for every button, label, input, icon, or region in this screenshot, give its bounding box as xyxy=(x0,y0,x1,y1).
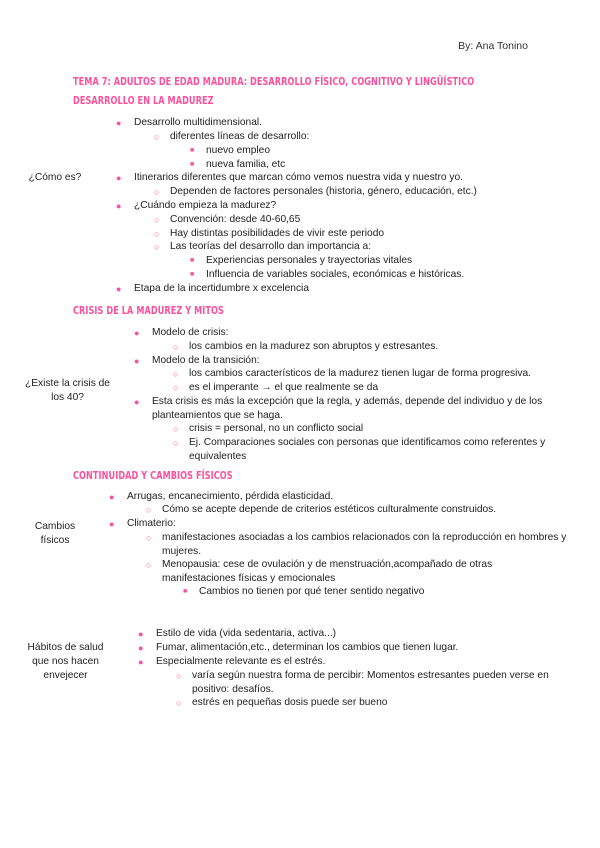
list-item: ○ estrés en pequeñas dosis puede ser bueno xyxy=(176,697,388,708)
list-item: ○ Ej. Comparaciones sociales con personas que identificamos como referentes y equivalentes xyxy=(173,437,546,462)
section-heading-cambios: CONTINUIDAD Y CAMBIOS FÍSICOS xyxy=(73,470,233,482)
square-bullet-icon: ■ xyxy=(190,257,195,264)
list-item: ● Fumar, alimentación,etc., determinan los cambios que tienen lugar. xyxy=(138,642,459,653)
author-line: By: Ana Tonino xyxy=(458,40,528,52)
bullet-icon: ● xyxy=(138,657,144,667)
side-label-cambios-fisicos: Cambios físicos xyxy=(34,521,76,546)
list-item: ● Itinerarios diferentes que marcan cómo vemos nuestra vida y nuestro yo. xyxy=(116,172,463,183)
list-item: ● Esta crisis es más la excepción que la regla, y además, depende del individuo y de los planteamientos que se haga. xyxy=(134,396,543,421)
circle-bullet-icon: ○ xyxy=(154,229,160,239)
bullet-icon: ● xyxy=(134,328,140,338)
side-label-habitos: Hábitos de salud que nos hacen envejecer xyxy=(27,642,104,681)
list-item: ■ Cambios no tienen por qué tener sentido negativo xyxy=(183,586,425,597)
list-item: ● Especialmente relevante es el estrés. xyxy=(138,656,326,667)
circle-bullet-icon: ○ xyxy=(154,215,160,225)
list-item: ○ Las teorías del desarrollo dan importancia a: xyxy=(154,241,372,252)
list-item: ● Climaterio: xyxy=(109,518,176,529)
circle-bullet-icon: ○ xyxy=(173,438,179,448)
bullet-icon: ● xyxy=(109,492,115,502)
bullet-icon: ● xyxy=(116,173,122,183)
bullet-icon: ● xyxy=(109,519,115,529)
list-item: ● Modelo de crisis: xyxy=(134,327,229,338)
list-item: ● Arrugas, encanecimiento, pérdida elasticidad. xyxy=(109,491,334,502)
list-item: ○ diferentes líneas de desarrollo: xyxy=(154,131,310,142)
list-item: ○ crisis = personal, no un conflicto social xyxy=(173,423,364,434)
square-bullet-icon: ■ xyxy=(190,161,195,168)
list-item: ■ Experiencias personales y trayectorias vitales xyxy=(190,255,413,266)
bullet-icon: ● xyxy=(134,356,140,366)
bullet-icon: ● xyxy=(134,397,140,407)
circle-bullet-icon: ○ xyxy=(176,698,182,708)
circle-bullet-icon: ○ xyxy=(146,505,152,515)
square-bullet-icon: ■ xyxy=(190,271,195,278)
circle-bullet-icon: ○ xyxy=(146,560,152,570)
list-item: ■ nuevo empleo xyxy=(190,145,271,156)
bullet-icon: ● xyxy=(138,629,144,639)
circle-bullet-icon: ○ xyxy=(173,424,179,434)
circle-bullet-icon: ○ xyxy=(154,242,160,252)
page-title: TEMA 7: ADULTOS DE EDAD MADURA: DESARROLLO FÍSICO, COGNITIVO Y LINGÜÍSTICO xyxy=(73,76,475,88)
list-item: ○ Convención: desde 40-60,65 xyxy=(154,214,301,225)
circle-bullet-icon: ○ xyxy=(146,533,152,543)
list-item: ○ varía según nuestra forma de percibir: Momentos estresantes pueden verse en positivo: desafíos. xyxy=(176,670,549,695)
list-item: ● Modelo de la transición: xyxy=(134,355,260,366)
bullet-icon: ● xyxy=(116,284,122,294)
bullet-icon: ● xyxy=(116,118,122,128)
list-item: ○ Cómo se acepte depende de criterios estéticos culturalmente construidos. xyxy=(146,504,497,515)
list-item: ● Desarrollo multidimensional. xyxy=(116,117,262,128)
list-item: ○ es el imperante → el que realmente se da xyxy=(173,382,379,393)
square-bullet-icon: ■ xyxy=(190,147,195,154)
side-label-crisis-40: ¿Existe la crisis de los 40? xyxy=(25,378,110,403)
list-item: ■ Influencia de variables sociales, económicas e históricas. xyxy=(190,269,465,280)
section-heading-crisis: CRISIS DE LA MADUREZ Y MITOS xyxy=(73,305,224,317)
list-item: ● ¿Cuándo empieza la madurez? xyxy=(116,200,277,211)
list-item: ○ Dependen de factores personales (historia, género, educación, etc.) xyxy=(154,186,477,197)
list-item: ○ los cambios en la madurez son abruptos y estresantes. xyxy=(173,341,439,352)
side-label-como-es: ¿Cómo es? xyxy=(28,172,82,183)
list-item: ● Etapa de la incertidumbre x excelencia xyxy=(116,283,309,294)
list-item: ● Estilo de vida (vida sedentaria, activa...) xyxy=(138,628,337,639)
circle-bullet-icon: ○ xyxy=(173,383,179,393)
list-item: ○ Hay distintas posibilidades de vivir este periodo xyxy=(154,228,385,239)
section-heading-desarrollo: DESARROLLO EN LA MADUREZ xyxy=(73,95,214,107)
circle-bullet-icon: ○ xyxy=(176,671,182,681)
circle-bullet-icon: ○ xyxy=(154,132,160,142)
circle-bullet-icon: ○ xyxy=(173,342,179,352)
bullet-icon: ● xyxy=(138,643,144,653)
circle-bullet-icon: ○ xyxy=(154,187,160,197)
list-item: ○ los cambios característicos de la madurez tienen lugar de forma progresiva. xyxy=(173,368,532,379)
list-item: ■ nueva familia, etc xyxy=(190,159,286,170)
bullet-icon: ● xyxy=(116,201,122,211)
square-bullet-icon: ■ xyxy=(183,588,188,595)
list-item: ○ manifestaciones asociadas a los cambios relacionados con la reproducción en hombres y mujeres. xyxy=(146,532,567,557)
circle-bullet-icon: ○ xyxy=(173,369,179,379)
list-item: ○ Menopausia: cese de ovulación y de menstruación,acompañado de otras manifestaciones físicas y emocionales xyxy=(146,559,493,584)
